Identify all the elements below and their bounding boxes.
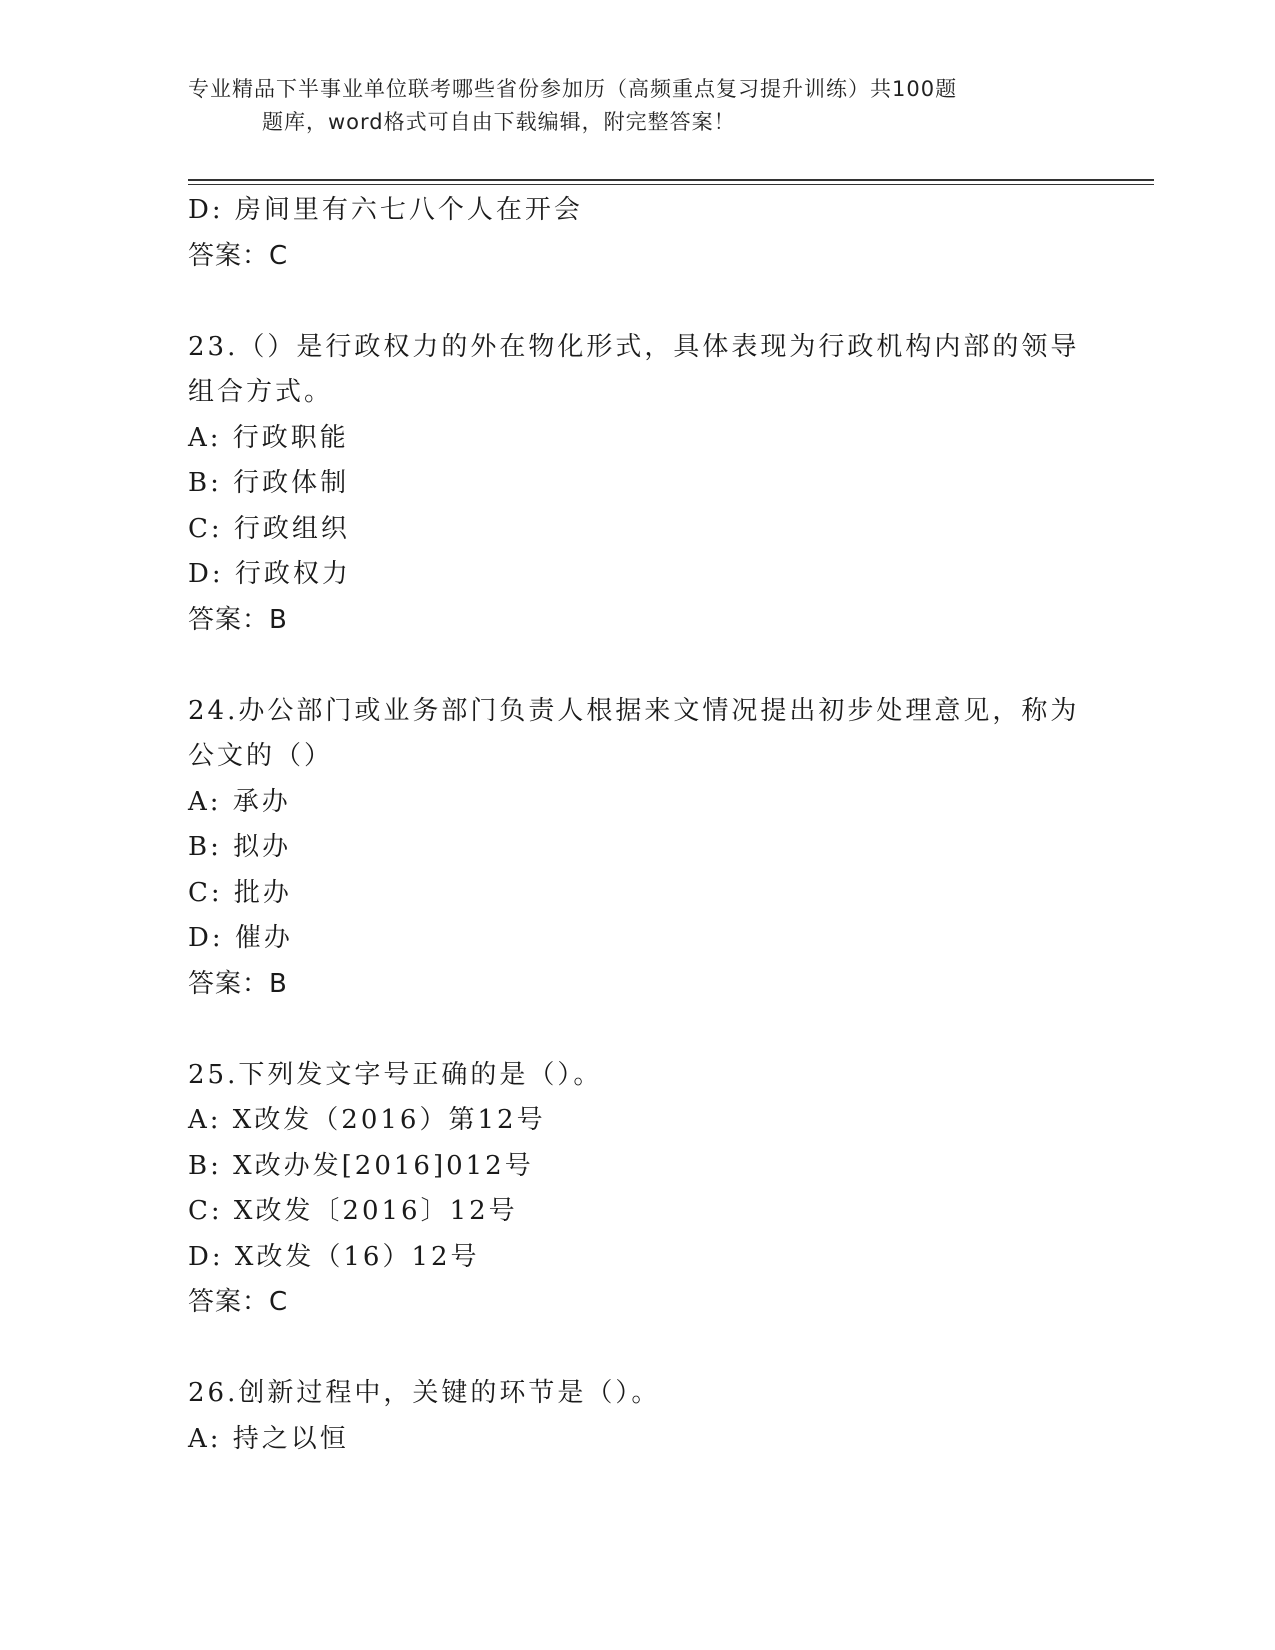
option-b: B: 拟办 [188,832,292,862]
option-c: C: X改发〔2016〕12号 [188,1196,518,1226]
option-c: C: 行政组织 [188,513,350,544]
question-24-line1: 24.办公部门或业务部门负责人根据来文情况提出初步处理意见，称为 [188,695,1080,726]
option-a: A: X改发（2016）第12号 [188,1105,546,1135]
option-b: B: X改办发[2016]012号 [188,1150,534,1181]
option-b: B: 行政体制 [188,468,350,498]
option-d: D: 房间里有六七八个人在开会 [188,195,583,225]
header-title-line1: 专业精品下半事业单位联考哪些省份参加历（高频重点复习提升训练）共100题 [188,77,958,101]
question-23-line1: 23.（）是行政权力的外在物化形式，具体表现为行政机构内部的领导 [188,331,1080,362]
spacer [188,1007,1088,1053]
answer: 答案：C [188,240,289,271]
answer: 答案：C [188,1287,289,1317]
header-title-line2: 题库，word格式可自由下载编辑，附完整答案！ [262,110,736,134]
header-divider-thin [188,184,1154,185]
question-24-line2: 公文的（） [188,741,334,771]
option-a: A: 持之以恒 [188,1423,349,1454]
spacer [188,279,1088,325]
spacer [188,1326,1088,1372]
document-body [188,188,1088,1462]
question-23-line2: 组合方式。 [188,377,334,407]
answer: 答案：B [188,604,288,635]
option-c: C: 批办 [188,877,292,908]
header-divider-thick [188,179,1154,181]
answer: 答案：B [188,968,288,999]
spacer [188,643,1088,689]
option-d: D: 催办 [188,923,293,953]
page-header [188,73,1078,139]
option-a: A: 承办 [188,786,291,817]
option-d: D: X改发（16）12号 [188,1241,480,1272]
question-25-line1: 25.下列发文字号正确的是（）。 [188,1059,603,1090]
question-26-line1: 26.创新过程中，关键的环节是（）。 [188,1378,661,1408]
option-a: A: 行政职能 [188,422,349,453]
option-d: D: 行政权力 [188,559,351,589]
